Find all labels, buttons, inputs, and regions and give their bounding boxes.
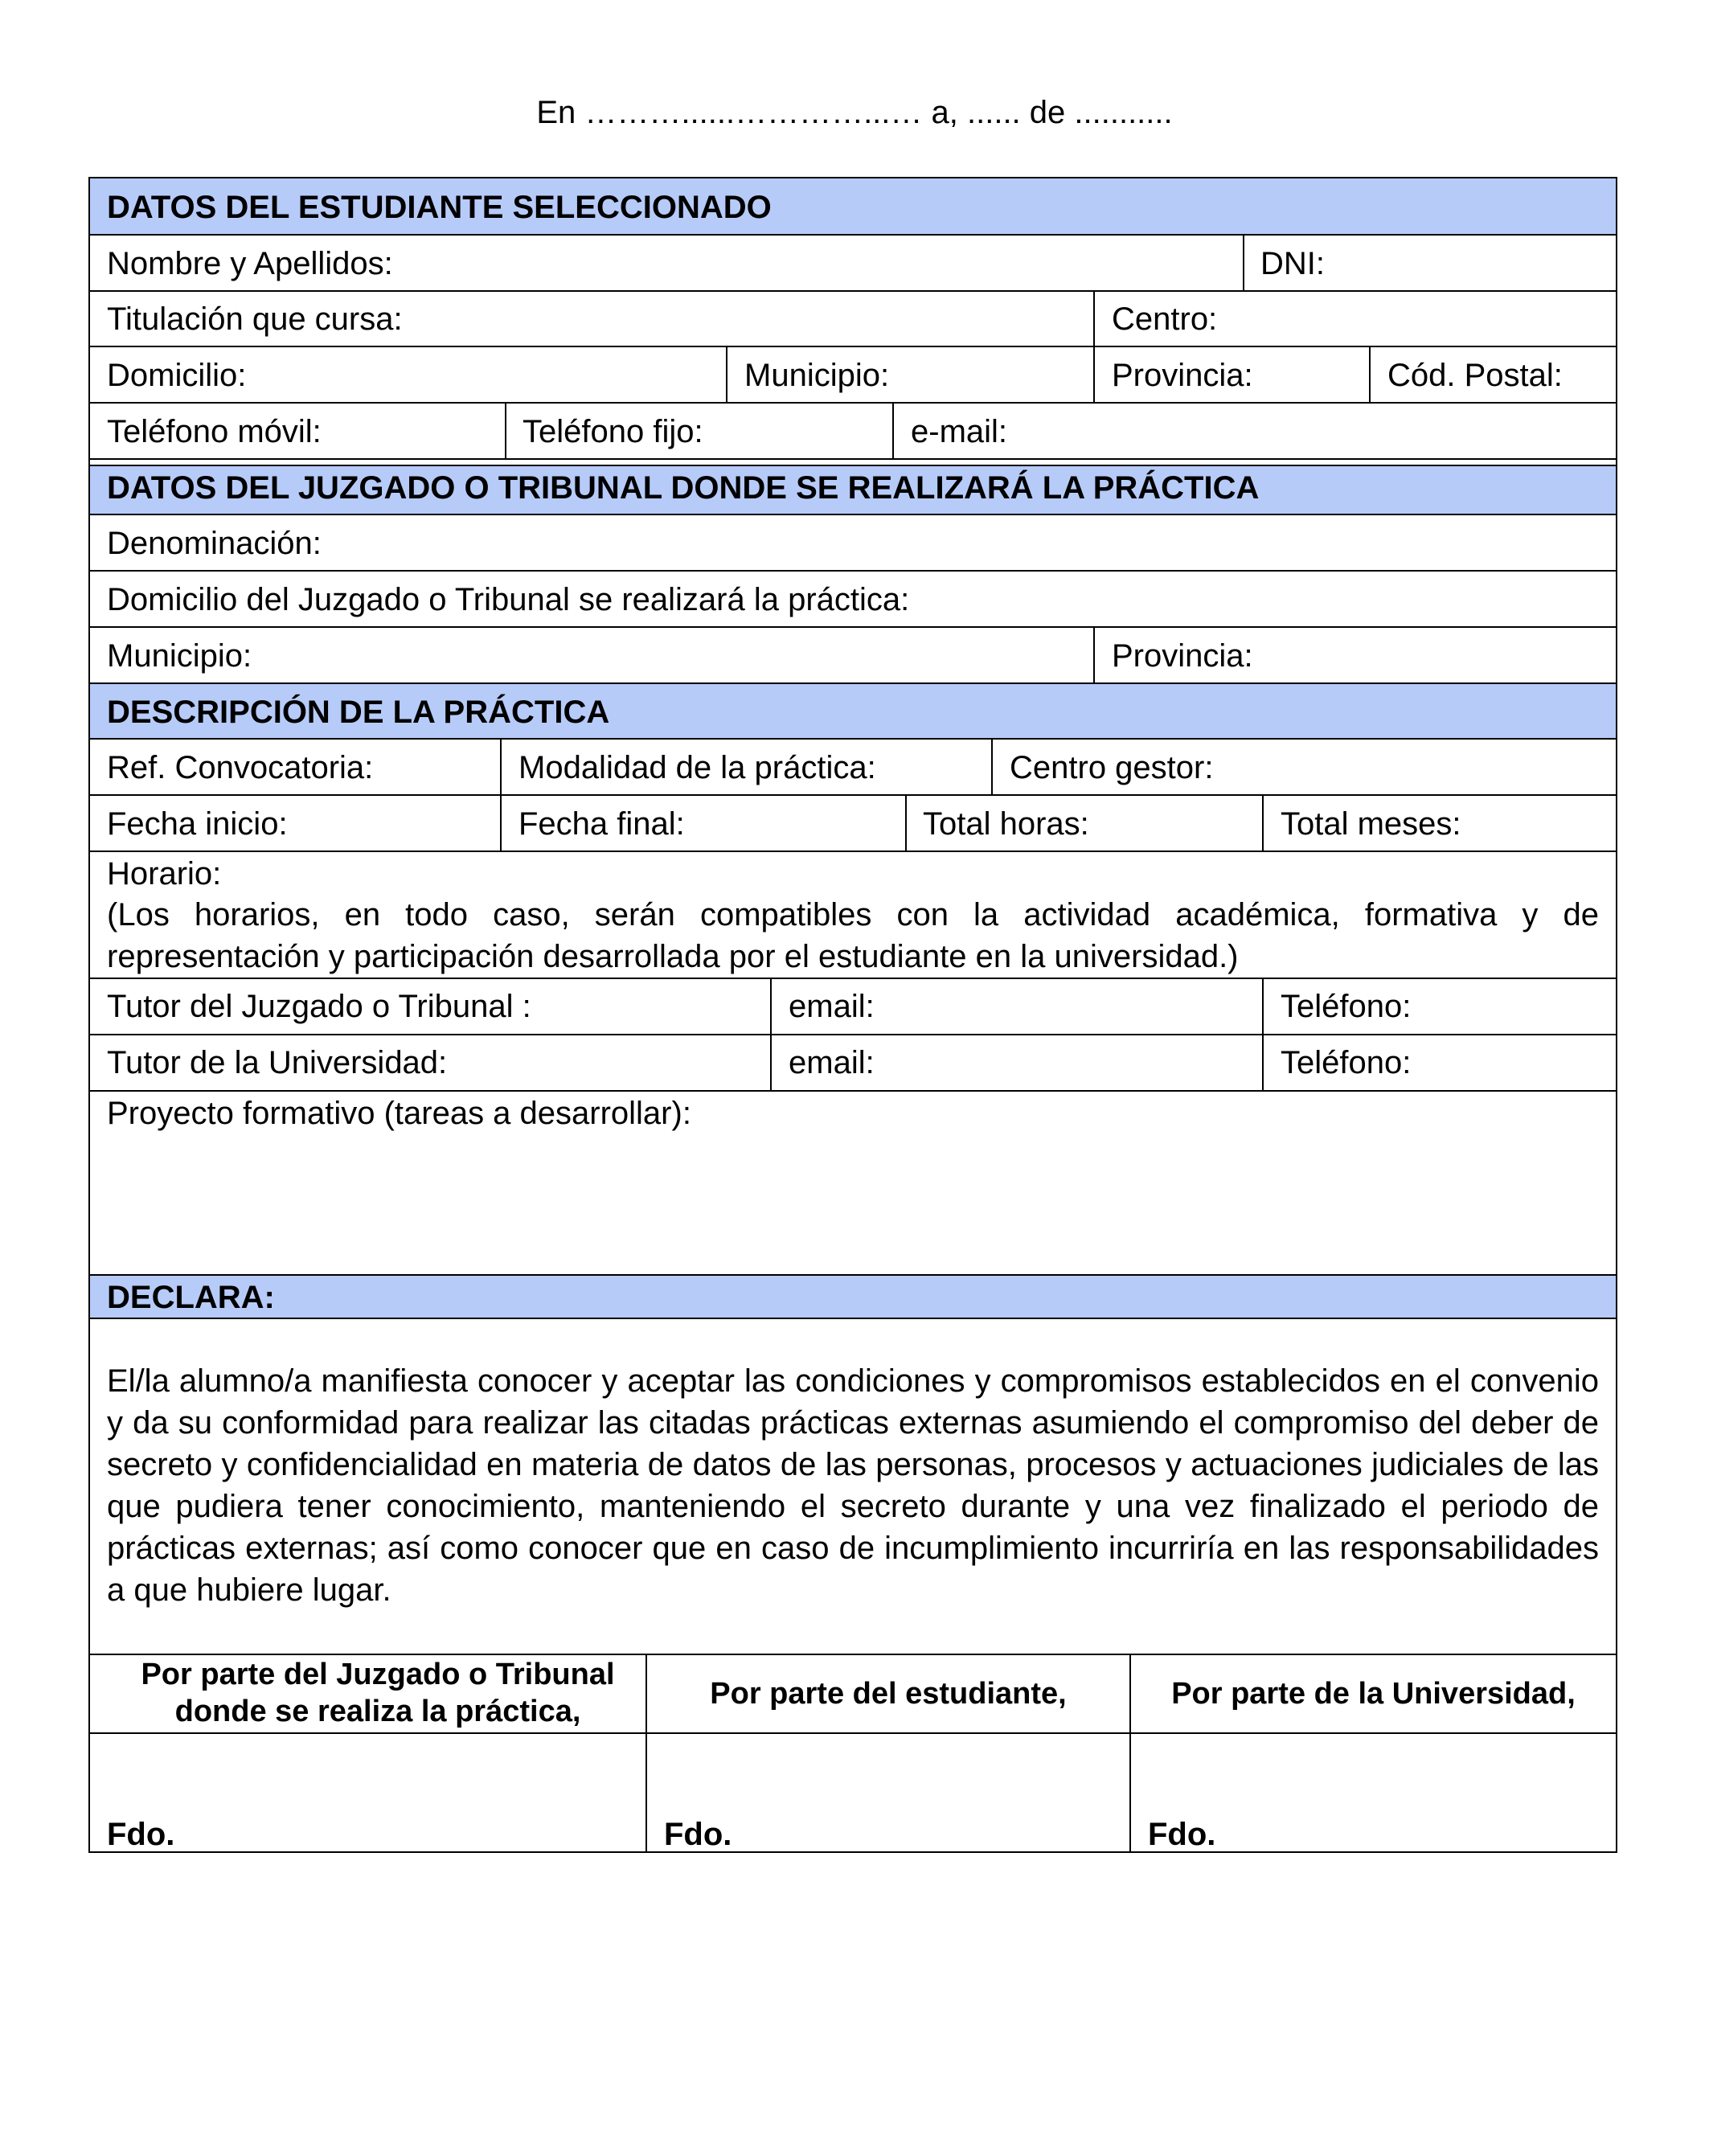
row-divider <box>88 1654 1617 1655</box>
row-divider <box>88 851 1617 852</box>
row-divider <box>88 458 1617 460</box>
university-tutor-field[interactable]: Tutor de la Universidad: <box>107 1045 448 1080</box>
column-divider <box>1093 626 1095 682</box>
court-municipality-field[interactable]: Municipio: <box>107 638 252 674</box>
column-divider <box>505 402 506 458</box>
declaration-section-header-band <box>90 1276 1616 1318</box>
column-divider <box>726 346 727 402</box>
row-divider <box>88 402 1617 404</box>
full-name-field[interactable]: Nombre y Apellidos: <box>107 246 393 281</box>
row-divider <box>88 346 1617 347</box>
court-name-field[interactable]: Denominación: <box>107 526 322 561</box>
managing-centre-field[interactable]: Centro gestor: <box>1010 750 1214 785</box>
row-divider <box>88 626 1617 628</box>
centre-field[interactable]: Centro: <box>1112 301 1218 337</box>
declaration-text: El/la alumno/a manifiesta conocer y aceptar las condiciones y compromisos establecidos en el convenio y da su conformidad para realizar las citadas prácticas externas asumiendo el compromiso del deber de secreto y confidencialidad en materia de datos de las personas, procesos y actuaciones judiciales de las que pudiera tener conocimiento, manteniendo el secreto durante y una vez finalizado el periodo de prácticas externas; así como conocer que en caso de incumplimiento incurriría en las responsabilidades a que hubiere lugar. <box>107 1363 1599 1608</box>
column-divider <box>991 738 993 794</box>
row-divider <box>88 465 1617 466</box>
court-signature-field[interactable]: Fdo. <box>107 1817 175 1852</box>
column-divider <box>1262 978 1264 1090</box>
dni-field[interactable]: DNI: <box>1260 246 1325 281</box>
university-tutor-phone-field[interactable]: Teléfono: <box>1281 1045 1412 1080</box>
university-signature-header: Por parte de la Universidad, <box>1171 1677 1576 1711</box>
column-divider <box>892 402 894 458</box>
court-province-field[interactable]: Provincia: <box>1112 638 1253 674</box>
column-divider <box>1243 234 1244 290</box>
schedule-note: (Los horarios, en todo caso, serán compatibles con la actividad académica, formativa y de representación y participación desarrollada por el estudiante en la universidad.) <box>107 897 1599 974</box>
row-divider <box>88 290 1617 292</box>
row-divider <box>88 1090 1617 1092</box>
province-field[interactable]: Provincia: <box>1112 358 1253 393</box>
municipality-field[interactable]: Municipio: <box>744 358 890 393</box>
row-divider <box>88 794 1617 796</box>
declaration-section-title: DECLARA: <box>107 1280 275 1315</box>
start-date-field[interactable]: Fecha inicio: <box>107 806 288 842</box>
email-field[interactable]: e-mail: <box>911 414 1008 449</box>
call-ref-field[interactable]: Ref. Convocatoria: <box>107 750 374 785</box>
column-divider <box>770 978 772 1090</box>
court-signature-header: Por parte del Juzgado o Tribunal donde se realiza la práctica, <box>141 1658 615 1728</box>
student-section-title: DATOS DEL ESTUDIANTE SELECCIONADO <box>107 190 772 225</box>
degree-field[interactable]: Titulación que cursa: <box>107 301 403 337</box>
row-divider <box>88 1034 1617 1035</box>
modality-field[interactable]: Modalidad de la práctica: <box>518 750 876 785</box>
row-divider <box>88 1318 1617 1319</box>
column-divider <box>1369 346 1371 402</box>
end-date-field[interactable]: Fecha final: <box>518 806 685 842</box>
training-project-field[interactable]: Proyecto formativo (tareas a desarrollar): <box>107 1096 691 1131</box>
court-tutor-email-field[interactable]: email: <box>789 989 875 1024</box>
university-tutor-email-field[interactable]: email: <box>789 1045 875 1080</box>
column-divider <box>905 794 907 851</box>
court-section-title: DATOS DEL JUZGADO O TRIBUNAL DONDE SE REALIZARÁ LA PRÁCTICA <box>107 470 1260 506</box>
row-divider <box>88 234 1617 236</box>
row-divider <box>88 570 1617 572</box>
row-divider <box>88 1732 1617 1734</box>
university-signature-field[interactable]: Fdo. <box>1148 1817 1216 1852</box>
student-signature-header: Por parte del estudiante, <box>710 1677 1067 1711</box>
address-field[interactable]: Domicilio: <box>107 358 247 393</box>
postal-code-field[interactable]: Cód. Postal: <box>1387 358 1563 393</box>
row-divider <box>88 1274 1617 1276</box>
student-signature-field[interactable]: Fdo. <box>664 1817 732 1852</box>
practice-section-title: DESCRIPCIÓN DE LA PRÁCTICA <box>107 695 610 730</box>
column-divider <box>500 738 502 851</box>
column-divider <box>1093 290 1095 402</box>
total-months-field[interactable]: Total meses: <box>1281 806 1461 842</box>
landline-phone-field[interactable]: Teléfono fijo: <box>523 414 703 449</box>
row-divider <box>88 738 1617 740</box>
court-tutor-phone-field[interactable]: Teléfono: <box>1281 989 1412 1024</box>
column-divider <box>1262 794 1264 851</box>
court-address-field[interactable]: Domicilio del Juzgado o Tribunal se realizará la práctica: <box>107 582 910 617</box>
mobile-phone-field[interactable]: Teléfono móvil: <box>107 414 322 449</box>
place-date-line: En ………......…………...… a, ...... de ........... <box>536 95 1173 130</box>
total-hours-field[interactable]: Total horas: <box>923 806 1089 842</box>
row-divider <box>88 514 1617 515</box>
court-tutor-field[interactable]: Tutor del Juzgado o Tribunal : <box>107 989 531 1024</box>
schedule-field[interactable]: Horario: <box>107 856 222 892</box>
row-divider <box>88 682 1617 684</box>
row-divider <box>88 978 1617 979</box>
